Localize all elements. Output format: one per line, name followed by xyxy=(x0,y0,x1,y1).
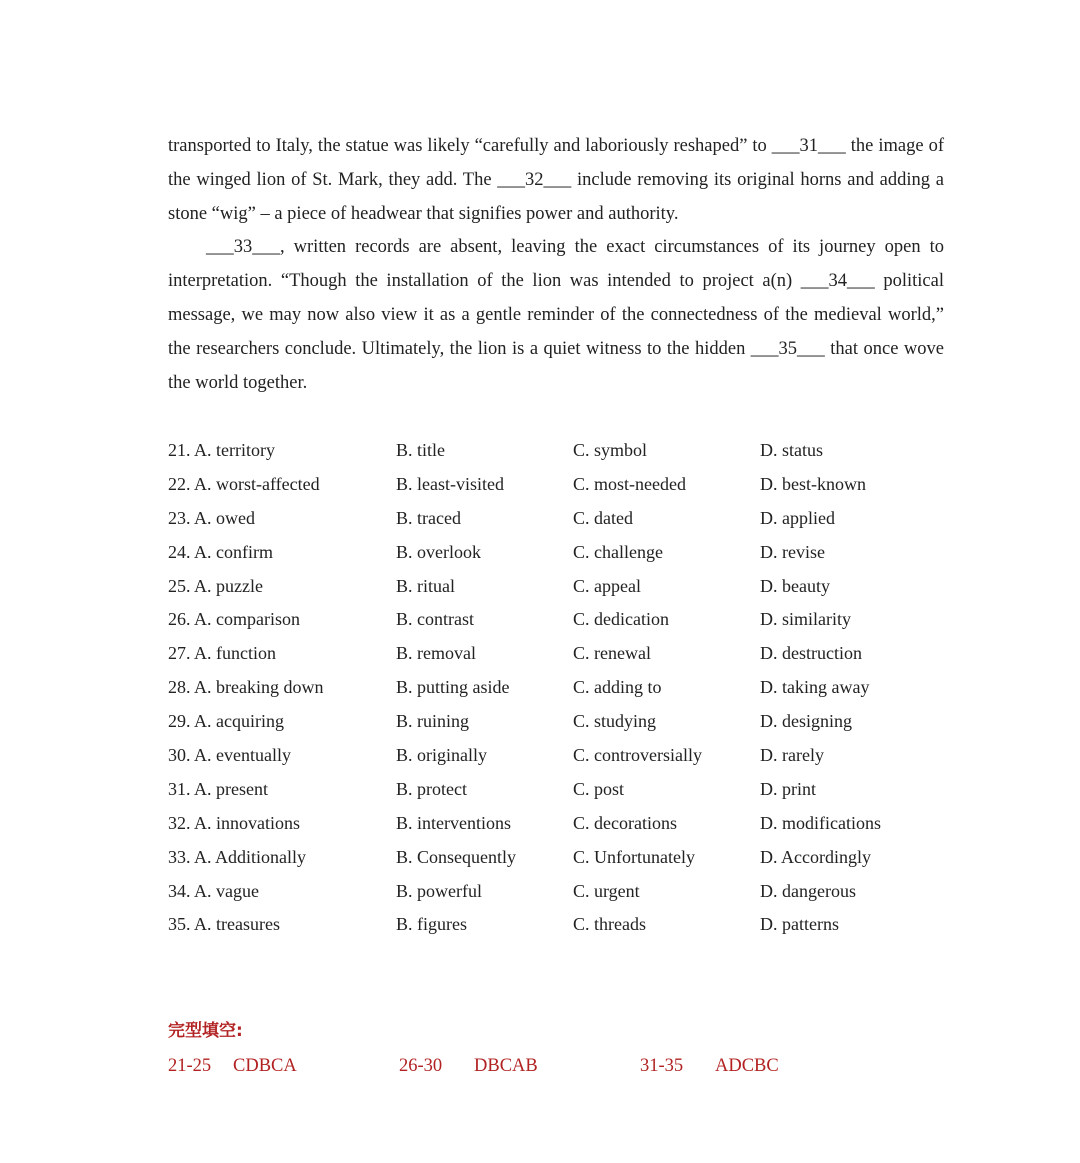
option-b: B. figures xyxy=(396,914,467,935)
options-list xyxy=(168,434,948,942)
option-a xyxy=(168,705,284,739)
option-d: D. rarely xyxy=(760,745,824,766)
question-row-34 xyxy=(168,875,948,909)
option-a-text: A. owed xyxy=(194,507,256,528)
option-b: B. ruining xyxy=(396,711,470,732)
option-b: B. putting aside xyxy=(396,677,510,698)
passage-paragraph-1: transported to Italy, the statue was likely “carefully and laboriously reshaped” to ___31___ the image of the winged lion of St. Mark, they add. The ___32___ include removing its original horns and adding a stone “wig” – a piece of headwear that signifies power and authority. xyxy=(168,136,944,224)
option-a xyxy=(168,841,306,875)
question-number: 21. xyxy=(168,440,191,460)
option-a xyxy=(168,570,263,604)
question-number: 35. xyxy=(168,914,191,935)
option-d: D. status xyxy=(760,440,823,460)
question-number: 31. xyxy=(168,778,191,799)
answer-range-26-30: 26-30 xyxy=(399,1056,443,1076)
option-a-text: A. treasures xyxy=(194,914,280,935)
option-a xyxy=(168,603,300,637)
question-row-28 xyxy=(168,671,948,705)
option-c: C. urgent xyxy=(573,880,640,901)
option-b: B. protect xyxy=(396,778,467,799)
answer-key xyxy=(168,1014,948,1084)
answer-range-21-25: 21-25 xyxy=(168,1056,212,1076)
option-a xyxy=(168,807,300,841)
answer-letters-26-30: DBCAB xyxy=(474,1056,538,1076)
option-b: B. least-visited xyxy=(396,473,504,494)
question-number: 24. xyxy=(168,541,191,562)
option-b: B. traced xyxy=(396,507,461,528)
option-a-text: A. vague xyxy=(194,880,259,901)
answer-letters-31-35: ADCBC xyxy=(715,1056,779,1076)
question-row-31 xyxy=(168,773,948,807)
option-a xyxy=(168,875,259,909)
option-c: C. adding to xyxy=(573,677,662,698)
option-a xyxy=(168,536,273,570)
question-number: 30. xyxy=(168,745,191,766)
option-d: D. dangerous xyxy=(760,880,856,901)
option-b: B. originally xyxy=(396,745,487,766)
option-c: C. threads xyxy=(573,914,646,935)
option-a-text: A. acquiring xyxy=(194,711,284,732)
option-a xyxy=(168,637,276,671)
option-c: C. symbol xyxy=(573,440,648,460)
question-row-29 xyxy=(168,705,948,739)
option-d: D. print xyxy=(760,778,816,799)
option-a-text: A. confirm xyxy=(194,541,273,562)
option-d: D. designing xyxy=(760,711,852,732)
answer-key-row xyxy=(168,1048,948,1084)
option-d: D. best-known xyxy=(760,473,866,494)
answer-key-title: 完型填空: xyxy=(168,1021,243,1041)
option-c: C. renewal xyxy=(573,643,651,664)
option-a-text: A. puzzle xyxy=(194,575,263,596)
option-a xyxy=(168,908,280,942)
option-c: C. challenge xyxy=(573,541,663,562)
option-a-text: A. function xyxy=(194,643,276,664)
option-a xyxy=(168,773,268,807)
option-b: B. interventions xyxy=(396,812,511,833)
option-a-text: A. comparison xyxy=(194,609,300,630)
option-d: D. modifications xyxy=(760,812,881,833)
option-d: D. applied xyxy=(760,507,835,528)
question-row-30 xyxy=(168,739,948,773)
question-number: 26. xyxy=(168,609,191,630)
question-row-27 xyxy=(168,637,948,671)
question-number: 32. xyxy=(168,812,191,833)
option-a-text: A. innovations xyxy=(194,812,301,833)
option-d: D. destruction xyxy=(760,643,862,664)
option-c: C. studying xyxy=(573,711,657,732)
passage-paragraph-2: ___33___, written records are absent, leaving the exact circumstances of its journey open to interpretation. “Though the installation of the lion was intended to project a(n) ___34___ political message, we may now also view it as a gentle reminder of the connectedness of the medieval world,” the researchers conclude. Ultimately, the lion is a quiet witness to the hidden ___35___ that once wove the world together. xyxy=(168,237,944,393)
option-a-text: A. territory xyxy=(194,440,275,460)
option-c: C. appeal xyxy=(573,575,641,596)
question-number: 22. xyxy=(168,473,191,494)
option-b: B. powerful xyxy=(396,880,482,901)
passage xyxy=(168,130,944,400)
question-row-22 xyxy=(168,468,948,502)
option-b: B. contrast xyxy=(396,609,474,630)
answer-letters-21-25: CDBCA xyxy=(233,1056,297,1076)
option-a-text: A. Additionally xyxy=(194,846,307,867)
option-a-text: A. eventually xyxy=(194,745,291,766)
question-number: 34. xyxy=(168,880,191,901)
option-d: D. revise xyxy=(760,541,825,562)
option-b: B. ritual xyxy=(396,575,455,596)
option-d: D. Accordingly xyxy=(760,846,871,867)
option-c: C. controversially xyxy=(573,745,702,766)
question-row-32 xyxy=(168,807,948,841)
question-row-26 xyxy=(168,603,948,637)
option-c: C. dated xyxy=(573,507,633,528)
option-b: B. title xyxy=(396,440,445,460)
question-number: 29. xyxy=(168,711,191,732)
option-b: B. Consequently xyxy=(396,846,516,867)
question-row-24 xyxy=(168,536,948,570)
option-d: D. taking away xyxy=(760,677,870,698)
question-row-25 xyxy=(168,570,948,604)
question-number: 25. xyxy=(168,575,191,596)
option-b: B. overlook xyxy=(396,541,481,562)
question-number: 27. xyxy=(168,643,191,664)
question-number: 23. xyxy=(168,507,191,528)
question-row-33 xyxy=(168,841,948,875)
option-d: D. beauty xyxy=(760,575,830,596)
option-b: B. removal xyxy=(396,643,476,664)
answer-range-31-35: 31-35 xyxy=(640,1056,684,1076)
option-a-text: A. present xyxy=(194,778,268,799)
option-d: D. patterns xyxy=(760,914,839,935)
option-d: D. similarity xyxy=(760,609,851,630)
question-row-35 xyxy=(168,908,948,942)
option-a-text: A. worst-affected xyxy=(194,473,320,494)
option-c: C. post xyxy=(573,778,625,799)
option-c: C. decorations xyxy=(573,812,677,833)
question-row-21 xyxy=(168,434,948,468)
option-a xyxy=(168,434,275,468)
option-a xyxy=(168,468,320,502)
option-c: C. Unfortunately xyxy=(573,846,695,867)
option-a xyxy=(168,739,291,773)
option-c: C. most-needed xyxy=(573,473,686,494)
option-a-text: A. breaking down xyxy=(194,677,324,698)
option-c: C. dedication xyxy=(573,609,669,630)
option-a xyxy=(168,502,255,536)
question-row-23 xyxy=(168,502,948,536)
question-number: 28. xyxy=(168,677,191,698)
option-a xyxy=(168,671,324,705)
question-number: 33. xyxy=(168,846,191,867)
